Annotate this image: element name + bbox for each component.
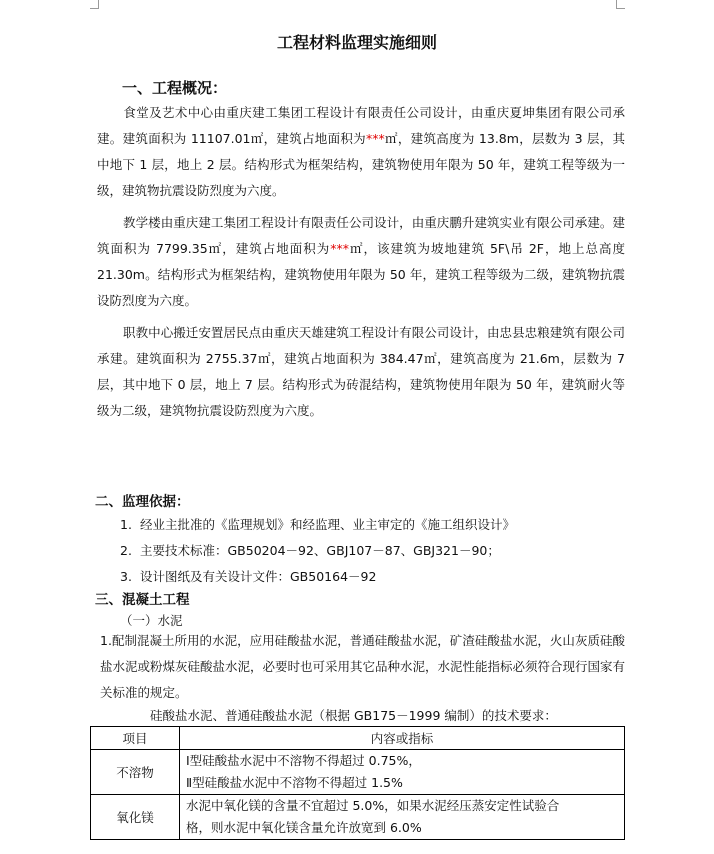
table-row [91,795,625,840]
column-header-content: 内容或指标 [180,727,625,750]
redacted-value: *** [366,131,385,146]
list-item: 1. 经业主批准的《监理规划》和经监理、业主审定的《施工组织设计》 [120,517,516,532]
paragraph-residential [97,320,625,424]
row-key: 氧化镁 [91,795,180,840]
document-title: 工程材料监理实施细则 [276,33,437,52]
section-heading-overview: 一、工程概况： [122,79,228,97]
cement-spec-table [90,726,625,840]
table-row [91,750,625,795]
row-value: Ⅰ型硅酸盐水泥中不溶物不得超过 0.75%， Ⅱ型硅酸盐水泥中不溶物不得超过 1.5% [180,750,625,795]
row-key: 不溶物 [91,750,180,795]
paragraph-text: ㎡，建筑高度为 13.8m，层数为 3 层，其中地下 1 层，地上 2 层。结构形式为框架结构，建筑物使用年限为 50 年，建筑工程等级为一级，建筑物抗震设防烈度为六度。 [97,131,625,198]
column-header-item: 项目 [91,727,180,750]
list-item: 2. 主要技术标准：GB50204－92、GBJ107－87、GBJ321－90； [120,543,500,558]
paragraph-text: 教学楼由重庆建工集团工程设计有限责任公司设计，由重庆鹏升建筑实业有限公司承建。建筑面积为 7799.35㎡，建筑占地面积为 [97,215,625,256]
row-value: 水泥中氧化镁的含量不宜超过 5.0%，如果水泥经压蒸安定性试验合 格，则水泥中氧化镁含量允许放宽到 6.0% [180,795,625,840]
paragraph-text: 食堂及艺术中心由重庆建工集团工程设计有限责任公司设计，由重庆夏坤集团有限公司承建。建筑面积为 11107.01㎡，建筑占地面积为 [97,105,625,146]
table-header-row [91,727,625,750]
section-heading-concrete: 三、混凝土工程 [95,592,190,608]
list-item: 3. 设计图纸及有关设计文件：GB50164－92 [120,569,377,584]
paragraph-cement: 1.配制混凝土所用的水泥，应用硅酸盐水泥，普通硅酸盐水泥，矿渣硅酸盐水泥，火山灰质硅酸盐水泥或粉煤灰硅酸盐水泥，必要时也可采用其它品种水泥，水泥性能指标必须符合现行国家有关标准的规定。 [100,633,626,700]
paragraph-teaching-building [97,210,625,314]
basis-list [120,512,515,590]
sub-heading-cement: （一）水泥 [120,613,183,628]
table-caption: 硅酸盐水泥、普通硅酸盐水泥（根据 GB175－1999 编制）的技术要求： [150,708,557,723]
redacted-value: *** [330,241,349,256]
paragraph-text: ㎡，该建筑为坡地建筑 5F\吊 2F，地上总高度 21.30m。结构形式为框架结构，建筑物使用年限为 50 年，建筑工程等级为二级，建筑物抗震设防烈度为六度。 [97,241,625,308]
paragraph-text: 职教中心搬迁安置居民点由重庆天雄建筑工程设计有限公司设计，由忠县忠粮建筑有限公司承建。建筑面积为 2755.37㎡，建筑占地面积为 384.47㎡，建筑高度为 21.6m，层数为 7 层，其中地下 0 层，地上 7 层。结构形式为砖混结构，建筑物使用年限为 50 年，建筑耐火等级为二级，建筑物抗震设防烈度为六度。 [97,325,625,418]
paragraph-canteen [97,100,625,204]
section-heading-basis: 二、监理依据： [95,494,190,510]
